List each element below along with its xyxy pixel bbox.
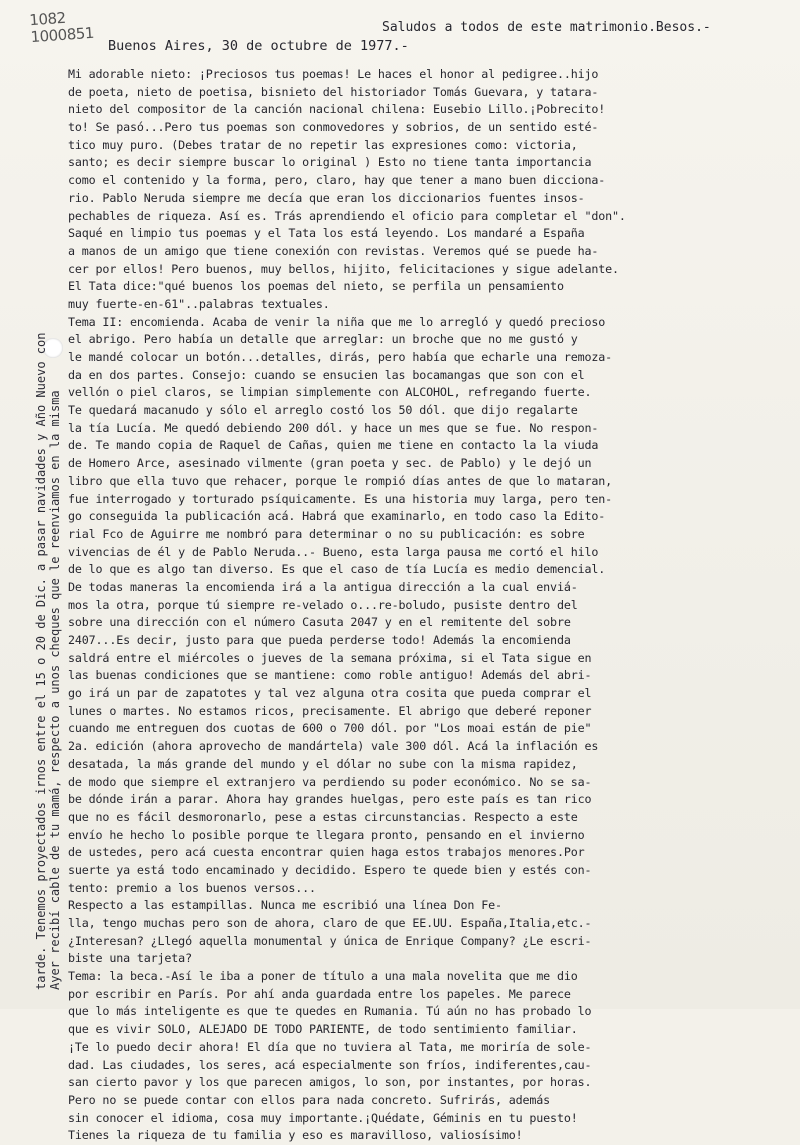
letter-line: la tía Lucía. Me quedó debiendo 200 dól. y hace un mes que se fue. No respon-: [68, 420, 599, 435]
letter-line: Mi adorable nieto: ¡Preciosos tus poemas! Le haces el honor al pedigree..hijo: [68, 67, 599, 81]
letter-line: de lo que es algo tan diverso. Es que el caso de tía Lucía es medio demencial.: [68, 562, 606, 577]
letter-line: saldrá entre el miércoles o jueves de la semana próxima, si el Tata sigue en: [68, 650, 592, 665]
letter-line: tento: premio a los buenos versos...: [68, 880, 316, 895]
letter-line: cer por ellos! Pero buenos, muy bellos, hijito, felicitaciones y sigue adelante.: [68, 261, 619, 276]
letter-line: lunes o martes. No estamos ricos, precisamente. El abrigo que deberé reponer: [68, 703, 592, 718]
letter-line: que no es fácil desmoronarlo, pese a estas circunstancias. Respecto a este: [68, 809, 578, 824]
letter-line: el abrigo. Pero había un detalle que arreglar: un broche que no me gustó y: [68, 332, 578, 347]
letter-body: [68, 66, 788, 1145]
letter-line: envío he hecho lo posible porque te llegara pronto, pensando en el invierno: [68, 827, 585, 842]
letter-line: da en dos partes. Consejo: cuando se ensucien las bocamangas que son con el: [68, 367, 585, 382]
letter-line: 2a. edición (ahora aprovecho de mandártela) vale 300 dól. Acá la inflación es: [68, 739, 599, 754]
letter-line: desatada, la más grande del mundo y el dólar no sube con la misma rapidez,: [68, 756, 578, 771]
letter-line: que es vivir SOLO, ALEJADO DE TODO PARIENTE, de todo sentimiento familiar.: [68, 1022, 578, 1037]
letter-line: por escribir en París. Por ahí anda guardada entre los papeles. Me parece: [68, 986, 571, 1001]
letter-line: vivencias de él y de Pablo Neruda..- Bueno, esta larga pausa me cortó el hilo: [68, 544, 599, 559]
letter-line: nieto del compositor de la canción nacional chilena: Eusebio Lillo.¡Pobrecito!: [68, 102, 606, 117]
letter-line: fue interrogado y torturado psíquicamente. Es una historia muy larga, pero ten-: [68, 491, 613, 506]
letter-line: que lo más inteligente es que te quedes en Rumania. Tú aún no has probado lo: [68, 1004, 592, 1019]
closing-greeting: Saludos a todos de este matrimonio.Besos.-: [382, 20, 711, 35]
margin-note-inner: Ayer recibí cable de tu mamá, respecto a unos cheques que le reenviamos en la misma: [48, 390, 62, 990]
dateline: Buenos Aires, 30 de octubre de 1977.-: [108, 38, 409, 54]
letter-line: de ustedes, pero acá cuesta encontrar quien haga estos trabajos menores.Por: [68, 845, 585, 860]
letter-line: de modo que siempre el extranjero va perdiendo su poder económico. No se sa-: [68, 774, 592, 789]
letter-line: go irá un par de zapatotes y tal vez alguna otra cosita que pueda comprar el: [68, 686, 592, 701]
letter-line: como el contenido y la forma, pero, claro, hay que tener a mano buen dicciona-: [68, 173, 606, 188]
letter-line: Tema: la beca.-Así le iba a poner de título a una mala novelita que me dio: [68, 969, 578, 984]
letter-line: las buenas condiciones que se mantiene: como roble antiguo! Además del abri-: [68, 668, 592, 683]
archive-ref-line: 1000851: [30, 23, 95, 47]
letter-line: santo; es decir siempre buscar lo original ) Esto no tiene tanta importancia: [68, 155, 592, 170]
letter-line: De todas maneras la encomienda irá a la antigua dirección a la cual enviá-: [68, 579, 578, 594]
letter-line: be dónde irán a parar. Ahora hay grandes huelgas, pero este país es tan rico: [68, 792, 592, 807]
letter-line: El Tata dice:"qué buenos los poemas del nieto, se perfila un pensamiento: [68, 279, 564, 294]
letter-line: tico muy puro. (Debes tratar de no repetir las expresiones como: victoria,: [68, 137, 578, 152]
letter-line: biste una tarjeta?: [68, 951, 192, 966]
letter-line: Pero no se puede contar con ellos para nada concreto. Sufrirás, además: [68, 1092, 551, 1107]
letter-line: vellón o piel claros, se limpian simplemente con ALCOHOL, refregando fuerte.: [68, 385, 592, 400]
letter-line: go conseguida la publicación acá. Habrá que examinarlo, en todo caso la Edito-: [68, 509, 606, 524]
letter-line: pechables de riqueza. Así es. Trás aprendiendo el oficio para completar el "don".: [68, 208, 626, 223]
letter-line: Respecto a las estampillas. Nunca me escribió una línea Don Fe-: [68, 898, 502, 913]
letter-line: san cierto pavor y los que parecen amigos, lo son, por instantes, por horas.: [68, 1075, 592, 1090]
letter-line: 2407...Es decir, justo para que pueda perderse todo! Además la encomienda: [68, 633, 571, 647]
letter-line: sin conocer el idioma, cosa muy importante.¡Quédate, Géminis en tu puesto!: [68, 1110, 578, 1125]
letter-line: rial Fco de Aguirre me nombró para determinar o no su publicación: es sobre: [68, 526, 585, 541]
letter-line: de. Te mando copia de Raquel de Cañas, quien me tiene en contacto la la viuda: [68, 438, 599, 453]
letter-line: de poeta, nieto de poetisa, bisnieto del historiador Tomás Guevara, y tatara-: [68, 84, 599, 99]
letter-line: a manos de un amigo que tiene conexión con revistas. Veremos qué se puede ha-: [68, 243, 599, 258]
letter-line: Saqué en limpio tus poemas y el Tata los está leyendo. Los mandaré a España: [68, 226, 585, 241]
letter-line: Tienes la riqueza de tu familia y eso es maravilloso, valiosísimo!: [68, 1128, 523, 1143]
letter-line: le mandé colocar un botón...detalles, dirás, pero había que echarle una remoza-: [68, 350, 613, 364]
letter-line: Te quedará macanudo y sólo el arreglo costó los 50 dól. que dijo regalarte: [68, 403, 578, 418]
letter-line: sobre una dirección con el número Casuta 2047 y en el remitente del sobre: [68, 615, 571, 630]
letter-line: mos la otra, porque tú siempre re-velado o...re-boludo, pusiste dentro del: [68, 597, 578, 612]
archive-reference-number: [29, 8, 95, 46]
letter-line: de Homero Arce, asesinado vilmente (gran poeta y sec. de Pablo) y le dejó un: [68, 456, 592, 471]
letter-line: Tema II: encomienda. Acaba de venir la niña que me lo arregló y quedó precioso: [68, 314, 606, 329]
letter-line: libro que ella tuvo que rehacer, porque le rompió días antes de que lo mataran,: [68, 473, 613, 488]
letter-line: rio. Pablo Neruda siempre me decía que eran los diccionarios fuentes insos-: [68, 190, 585, 205]
letter-line: to! Se pasó...Pero tus poemas son conmovedores y sobrios, de un sentido esté-: [68, 120, 599, 135]
letter-line: ¿Interesan? ¿Llegó aquella monumental y única de Enrique Company? ¿Le escri-: [68, 933, 592, 948]
letter-line: cuando me entreguen dos cuotas de 600 o 700 dól. por "Los moai están de pie": [68, 721, 592, 736]
letter-line: dad. Las ciudades, los seres, acá especialmente son fríos, indiferentes,cau-: [68, 1057, 592, 1072]
margin-note-outer: tarde. Tenemos proyectados irnos entre el 15 o 20 de Dic. a pasar navidades y Año Nuevo con: [34, 332, 48, 990]
archive-ref-line: 1082: [28, 8, 67, 30]
letter-line: lla, tengo muchas pero son de ahora, claro de que EE.UU. España,Italia,etc.-: [68, 916, 592, 930]
letter-line: ¡Te lo puedo decir ahora! El día que no tuviera al Tata, me moriría de sole-: [68, 1039, 592, 1054]
letter-line: muy fuerte-en-61"..palabras textuales.: [68, 296, 330, 311]
letter-line: suerte ya está todo encaminado y decidido. Espero te quede bien y estés con-: [68, 862, 592, 877]
